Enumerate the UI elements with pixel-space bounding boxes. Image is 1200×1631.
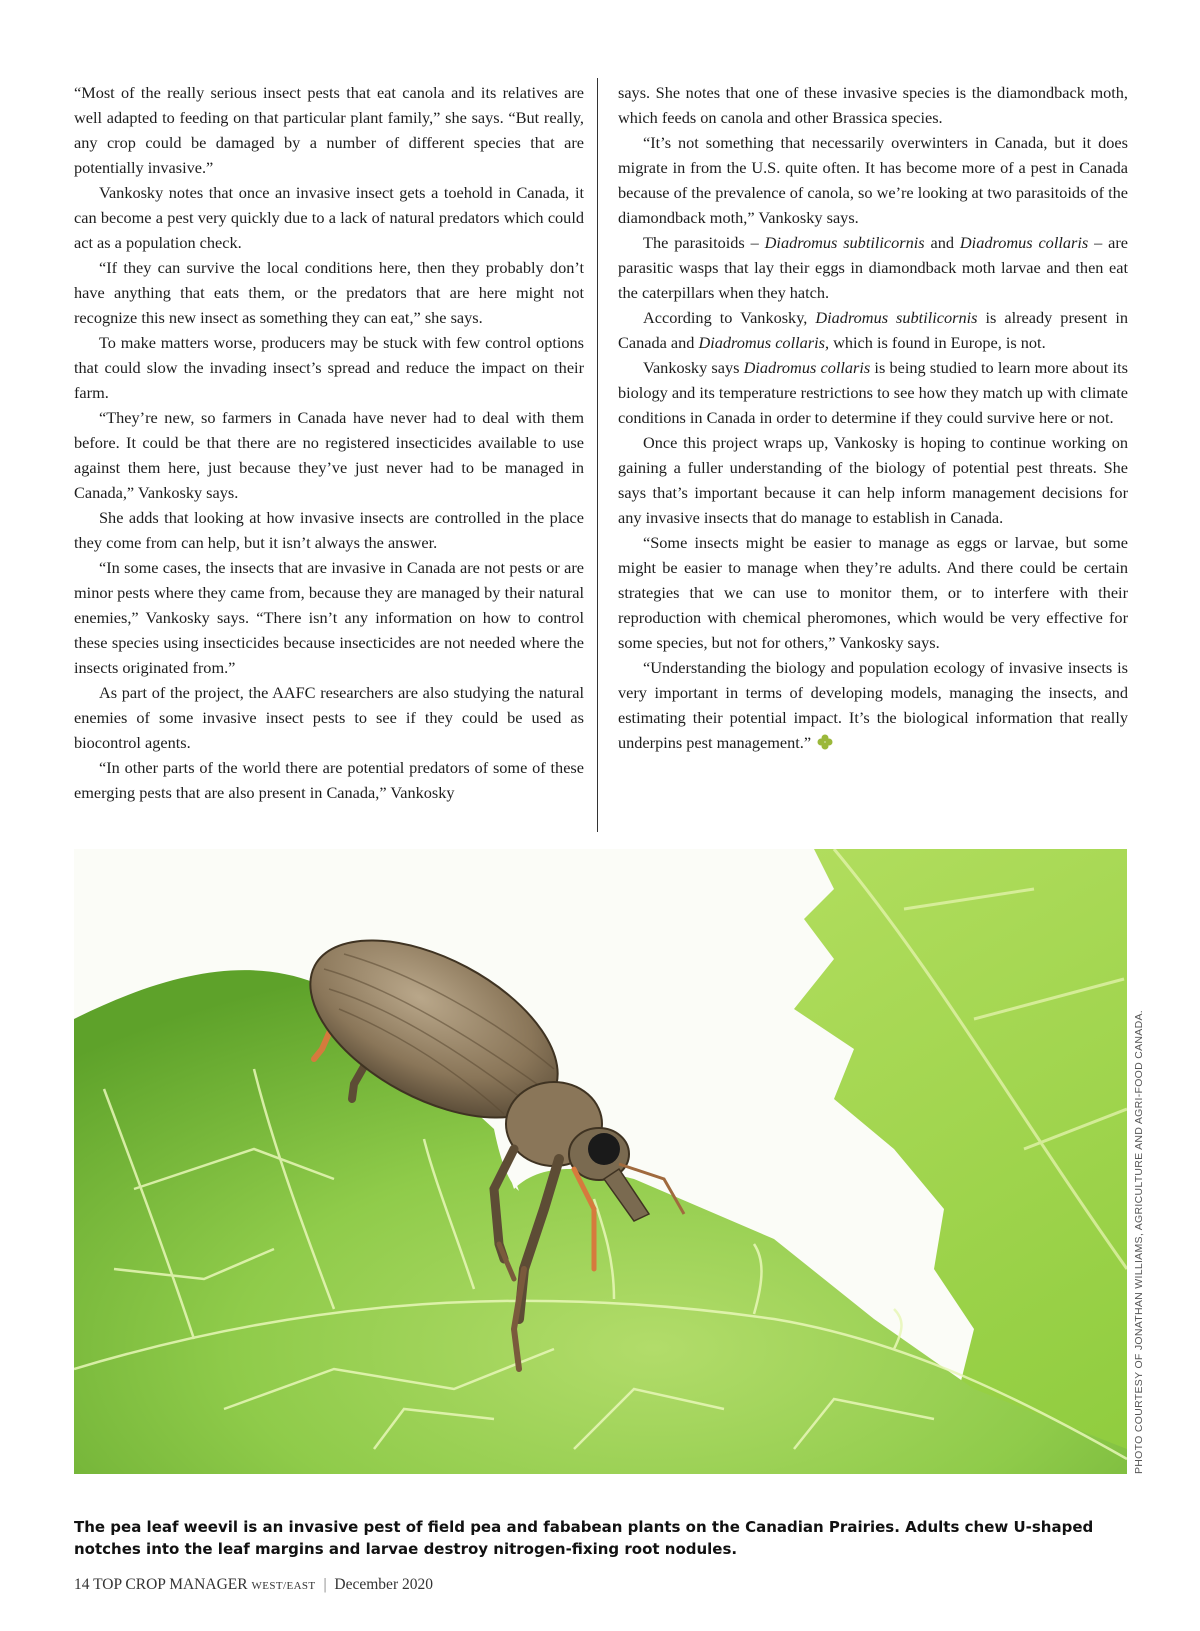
photo-credit: PHOTO COURTESY OF JONATHAN WILLIAMS, AGRICULTURE AND AGRI-FOOD CANADA. (1133, 1009, 1145, 1474)
article-paragraph: “Most of the really serious insect pests that eat canola and its relatives are well adapted to feeding on that particular plant family,” she says. “But really, any crop could be damaged by a number of different species that are potentially invasive.” (74, 83, 584, 177)
end-mark-icon (817, 734, 833, 750)
article-paragraph: “In some cases, the insects that are invasive in Canada are not pests or are minor pests where they came from, because they are managed by their natural enemies,” Vankosky says. “There isn’t any information on how to control these species using insecticides because insecticides are not needed where the insects originated from.” (74, 558, 584, 677)
article-paragraph: says. She notes that one of these invasive species is the diamondback moth, which feeds on canola and other Brassica species. (618, 83, 1128, 127)
article-paragraph: Vankosky notes that once an invasive insect gets a toehold in Canada, it can become a pest very quickly due to a lack of natural predators which could act as a population check. (74, 183, 584, 252)
weevil-photo (74, 849, 1127, 1474)
article-paragraph: She adds that looking at how invasive insects are controlled in the place they come from can help, but it isn’t always the answer. (74, 508, 584, 552)
article-paragraph: “Some insects might be easier to manage as eggs or larvae, but some might be easier to manage when they’re adults. And there could be certain strategies that we can use to monitor them, or to interfere with their reproduction with chemical pheromones, which would be very effective for some species, but not for others,” Vankosky says. (618, 533, 1128, 652)
article-paragraph: The parasitoids – Diadromus subtilicornis and Diadromus collaris – are parasitic wasps that lay their eggs in diamondback moth larvae and then eat the caterpillars when they hatch. (618, 233, 1129, 302)
article-paragraph: “If they can survive the local conditions here, then they probably don’t have anything that eats them, or the predators that are here might not recognize this new insect as something they can eat,” she says. (74, 258, 584, 327)
page-footer (74, 1576, 433, 1594)
article-paragraph: Vankosky says Diadromus collaris is being studied to learn more about its biology and its temperature restrictions to see how they match up with climate conditions in Canada in order to determine if they could survive here or not. (618, 358, 1129, 427)
article-paragraph: Once this project wraps up, Vankosky is hoping to continue working on gaining a fuller understanding of the biology of potential pest threats. She says that’s important because it can help inform management decisions for any invasive insects that do manage to establish in Canada. (618, 433, 1128, 527)
article-paragraph: “It’s not something that necessarily overwinters in Canada, but it does migrate in from the U.S. quite often. It has become more of a pest in Canada because of the prevalence of canola, so we’re looking at two parasitoids of the diamondback moth,” Vankosky says. (618, 133, 1128, 227)
footer-separator: | (323, 1576, 327, 1593)
magazine-name: TOP CROP MANAGER (93, 1576, 248, 1593)
article-paragraph: “They’re new, so farmers in Canada have never had to deal with them before. It could be that there are no registered insecticides available to use against them here, just because they’ve just never had to be managed in Canada,” Vankosky says. (74, 408, 584, 502)
issue-date: December 2020 (334, 1576, 433, 1593)
column-divider (597, 78, 598, 832)
article-paragraph: As part of the project, the AAFC researchers are also studying the natural enemies of some invasive insect pests to see if they could be used as biocontrol agents. (74, 683, 584, 752)
article-paragraph: According to Vankosky, Diadromus subtilicornis is already present in Canada and Diadromus collaris, which is found in Europe, is not. (618, 308, 1128, 352)
magazine-edition: WEST/EAST (251, 1580, 316, 1592)
article-right-column (618, 80, 1128, 755)
article-left-column (74, 80, 584, 805)
article-paragraph: “Understanding the biology and population ecology of invasive insects is very important in terms of developing models, managing the insects, and estimating their potential impact. It’s the biological information that really underpins pest management.” (618, 658, 1128, 752)
article-paragraph: “In other parts of the world there are potential predators of some of these emerging pests that are also present in Canada,” Vankosky (74, 758, 584, 802)
article-paragraph: To make matters worse, producers may be stuck with few control options that could slow the invading insect’s spread and reduce the impact on their farm. (74, 333, 584, 402)
photo-caption: The pea leaf weevil is an invasive pest of field pea and fababean plants on the Canadian Prairies. Adults chew U-shaped notches into the leaf margins and larvae destroy nitrogen-fixing root nodules. (74, 1518, 1094, 1558)
page-number: 14 (74, 1576, 90, 1593)
